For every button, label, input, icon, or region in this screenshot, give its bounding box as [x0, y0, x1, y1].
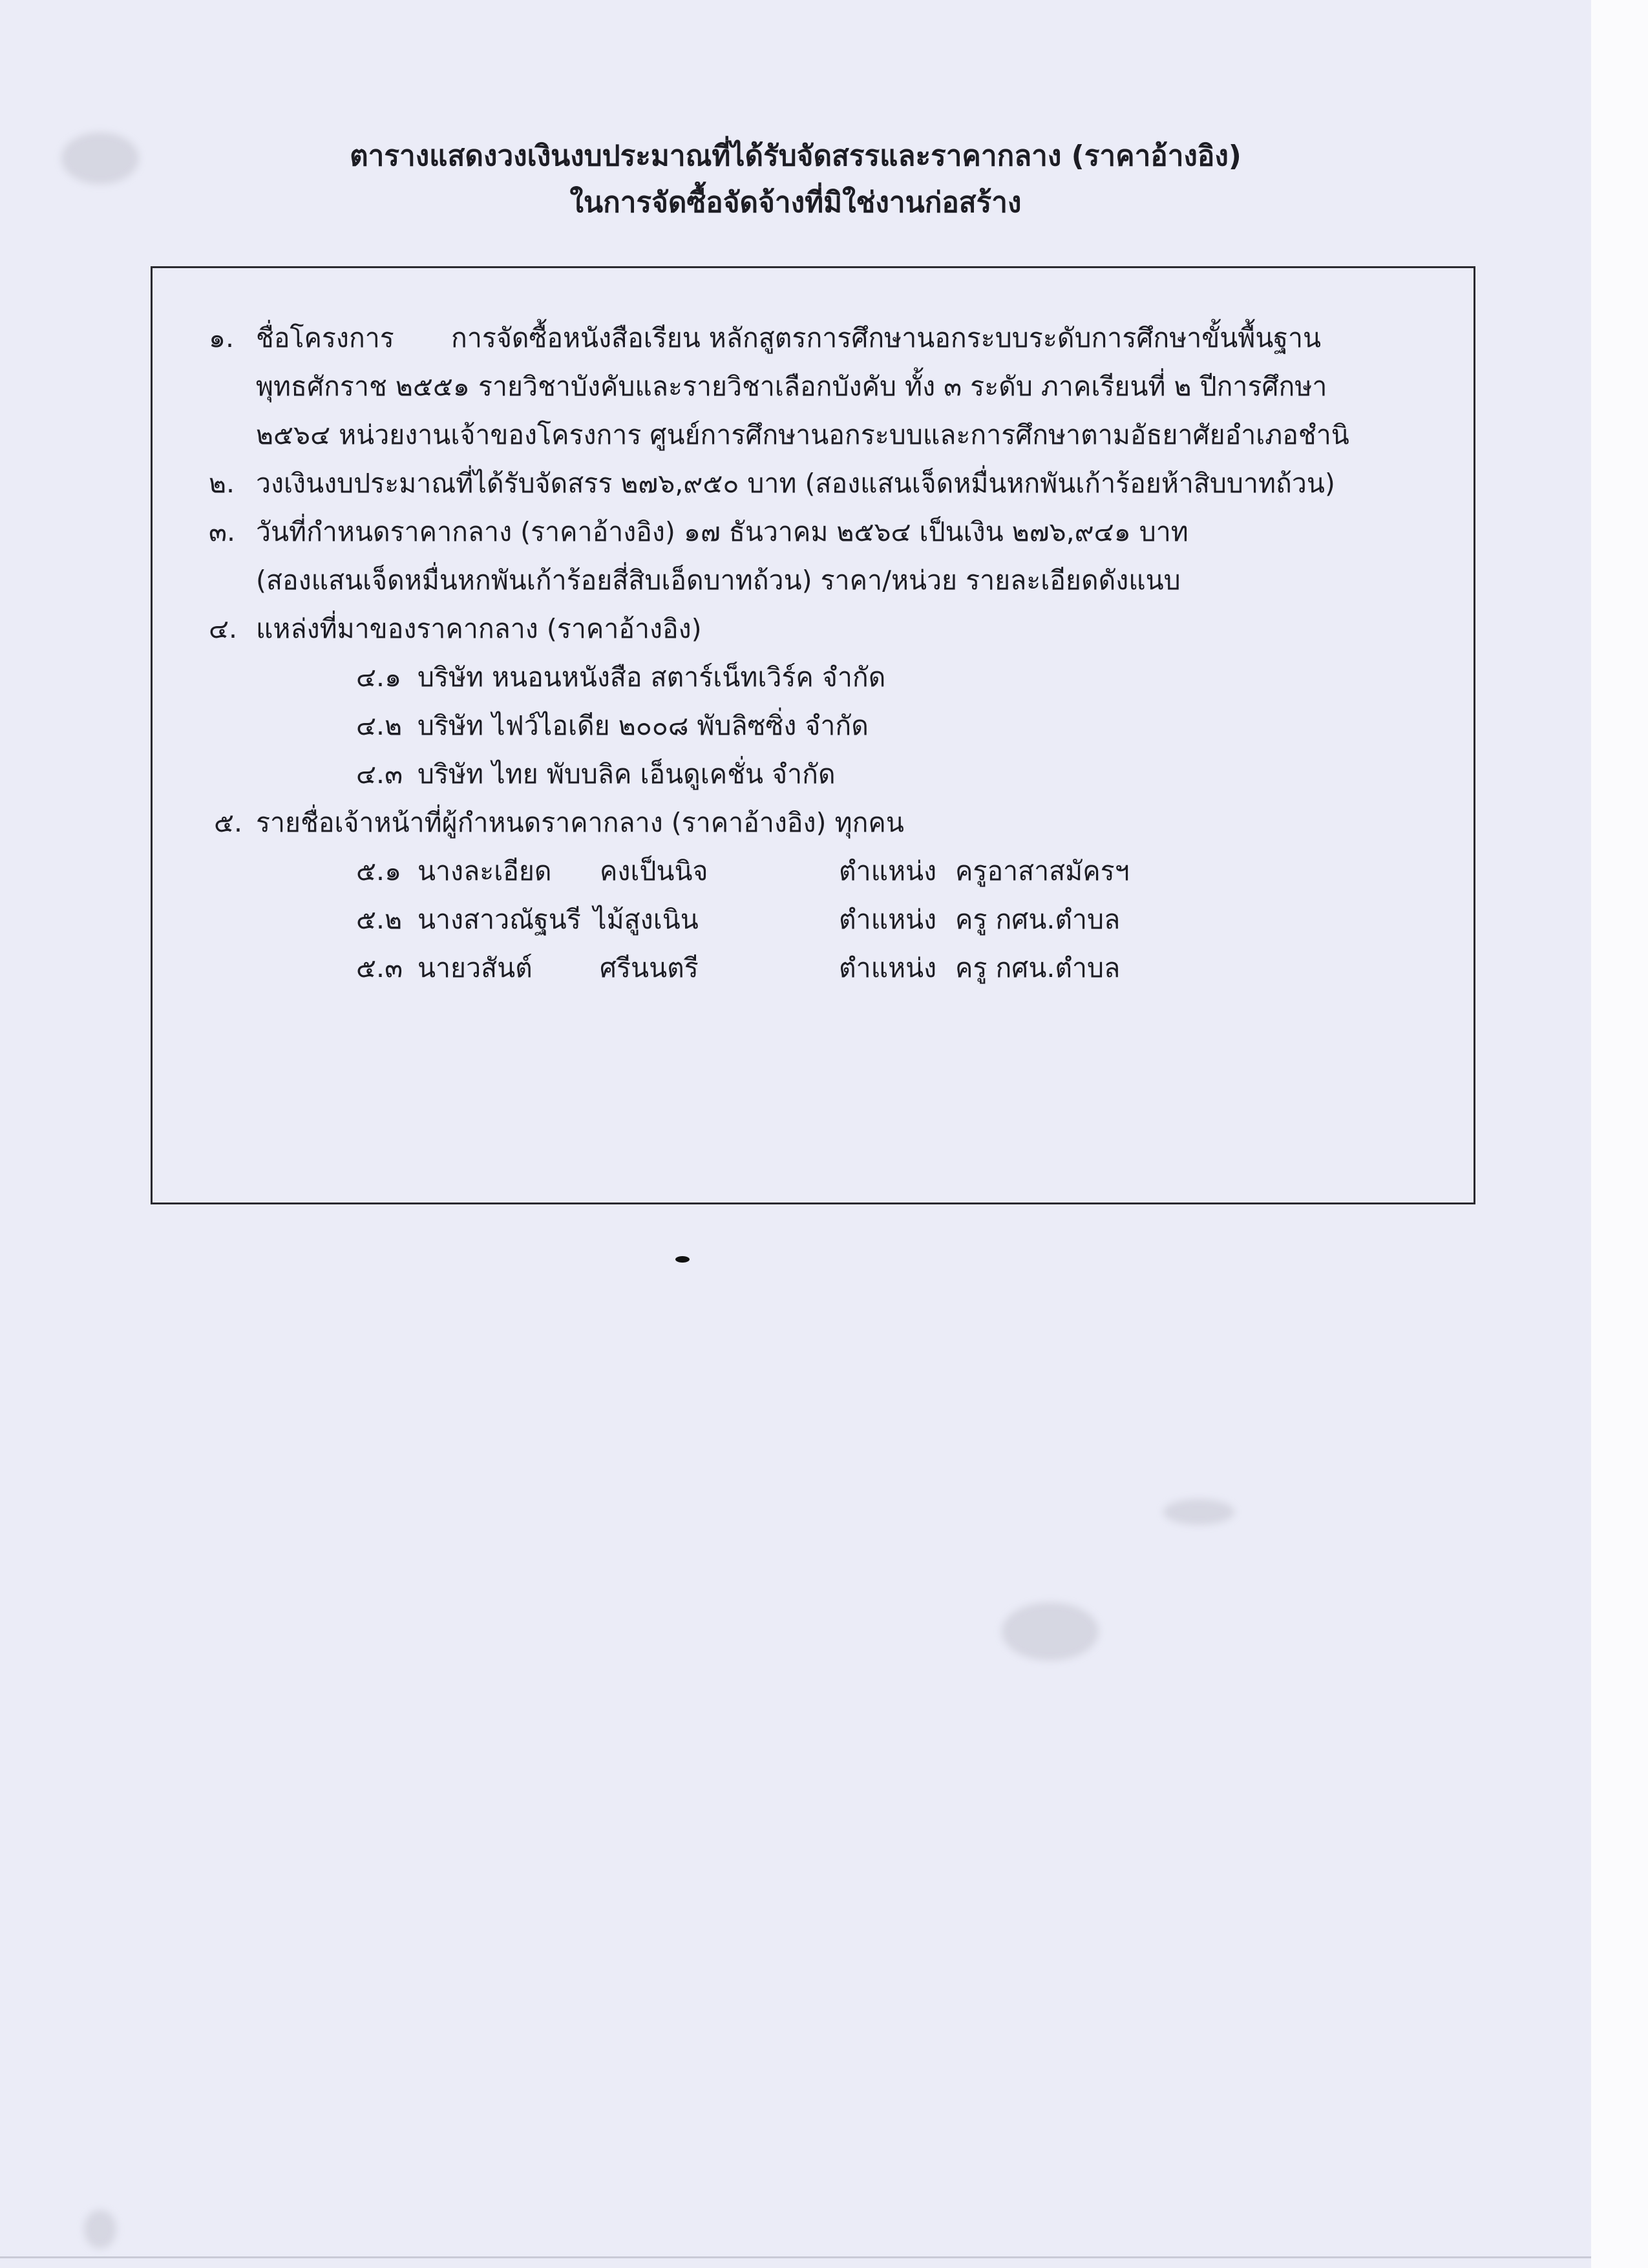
item-number: ๑.	[209, 322, 235, 353]
item-number: ๒.	[209, 468, 235, 499]
ink-dot	[675, 1256, 690, 1263]
item-5	[214, 804, 242, 841]
item-2	[209, 465, 235, 501]
source-company: บริษัท ไทย พับบลิค เอ็นดูเคชั่น จำกัด	[417, 759, 836, 790]
item-1	[209, 320, 234, 356]
project-name-line-3: ๒๕๖๔ หน่วยงานเจ้าของโครงการ ศูนย์การศึกษานอกระบบและการศึกษาตามอัธยาศัยอำเภอชำนิ	[256, 419, 1349, 450]
scan-smudge	[84, 2210, 116, 2249]
scan-smudge	[1163, 1499, 1234, 1525]
official-first-name: นายวสันต์	[417, 952, 533, 983]
scan-smudge	[1002, 1602, 1099, 1661]
source-number: ๔.๑	[356, 662, 402, 693]
official-last-name: ไม้สูงเนิน	[593, 904, 699, 935]
project-name-label: ชื่อโครงการ	[256, 322, 394, 353]
official-position: ครู กศน.ตำบล	[955, 904, 1121, 935]
official-last-name: ศรีนนตรี	[600, 952, 699, 983]
project-name-line-1: การจัดซื้อหนังสือเรียน หลักสูตรการศึกษานอกระบบระดับการศึกษาขั้นพื้นฐาน	[451, 322, 1322, 353]
item-number: ๓.	[209, 516, 236, 547]
budget-allocation: วงเงินงบประมาณที่ได้รับจัดสรร ๒๗๖,๙๕๐ บาท (สองแสนเจ็ดหมื่นหกพันเก้าร้อยห้าสิบบาทถ้วน)	[256, 468, 1335, 499]
position-label: ตำแหน่ง	[839, 856, 937, 887]
position-label: ตำแหน่ง	[839, 952, 937, 983]
official-number: ๕.๓	[356, 952, 403, 983]
official-first-name: นางสาวณัฐนรี	[417, 904, 581, 935]
document-subtitle: ในการจัดซื้อจัดจ้างที่มิใช่งานก่อสร้าง	[569, 186, 1022, 219]
official-last-name: คงเป็นนิจ	[600, 856, 708, 887]
official-position: ครูอาสาสมัครฯ	[955, 856, 1130, 887]
officials-heading: รายชื่อเจ้าหน้าที่ผู้กำหนดราคากลาง (ราคาอ้างอิง) ทุกคน	[256, 807, 904, 838]
position-label: ตำแหน่ง	[839, 904, 937, 935]
official-position: ครู กศน.ตำบล	[955, 952, 1121, 983]
source-number: ๔.๒	[356, 710, 403, 741]
item-4	[209, 611, 237, 647]
page-right-margin	[1591, 0, 1648, 2268]
item-number: ๕.	[214, 807, 243, 838]
source-number: ๔.๓	[356, 759, 403, 790]
details-frame	[151, 266, 1475, 1204]
project-name-line-2: พุทธศักราช ๒๕๕๑ รายวิชาบังคับและรายวิชาเลือกบังคับ ทั้ง ๓ ระดับ ภาคเรียนที่ ๒ ปีการศึกษา	[256, 371, 1327, 402]
source-company: บริษัท หนอนหนังสือ สตาร์เน็ทเวิร์ค จำกัด	[417, 662, 886, 693]
official-number: ๕.๑	[356, 856, 402, 887]
item-3	[209, 514, 235, 550]
price-sources-heading: แหล่งที่มาของราคากลาง (ราคาอ้างอิง)	[256, 613, 702, 644]
reference-price-line-2: (สองแสนเจ็ดหมื่นหกพันเก้าร้อยสี่สิบเอ็ดบาทถ้วน) ราคา/หน่วย รายละเอียดดังแนบ	[256, 565, 1181, 596]
source-company: บริษัท ไฟว์ไอเดีย ๒๐๐๘ พับลิซซิ่ง จำกัด	[417, 710, 869, 741]
official-first-name: นางละเอียด	[417, 856, 552, 887]
document-title: ตารางแสดงวงเงินงบประมาณที่ได้รับจัดสรรและราคากลาง (ราคาอ้างอิง)	[350, 140, 1241, 173]
reference-price-line-1: วันที่กำหนดราคากลาง (ราคาอ้างอิง) ๑๗ ธันวาคม ๒๕๖๔ เป็นเงิน ๒๗๖,๙๔๑ บาท	[256, 516, 1188, 547]
item-number: ๔.	[209, 613, 238, 644]
page-bottom-edge	[0, 2256, 1591, 2258]
official-number: ๕.๒	[356, 904, 403, 935]
